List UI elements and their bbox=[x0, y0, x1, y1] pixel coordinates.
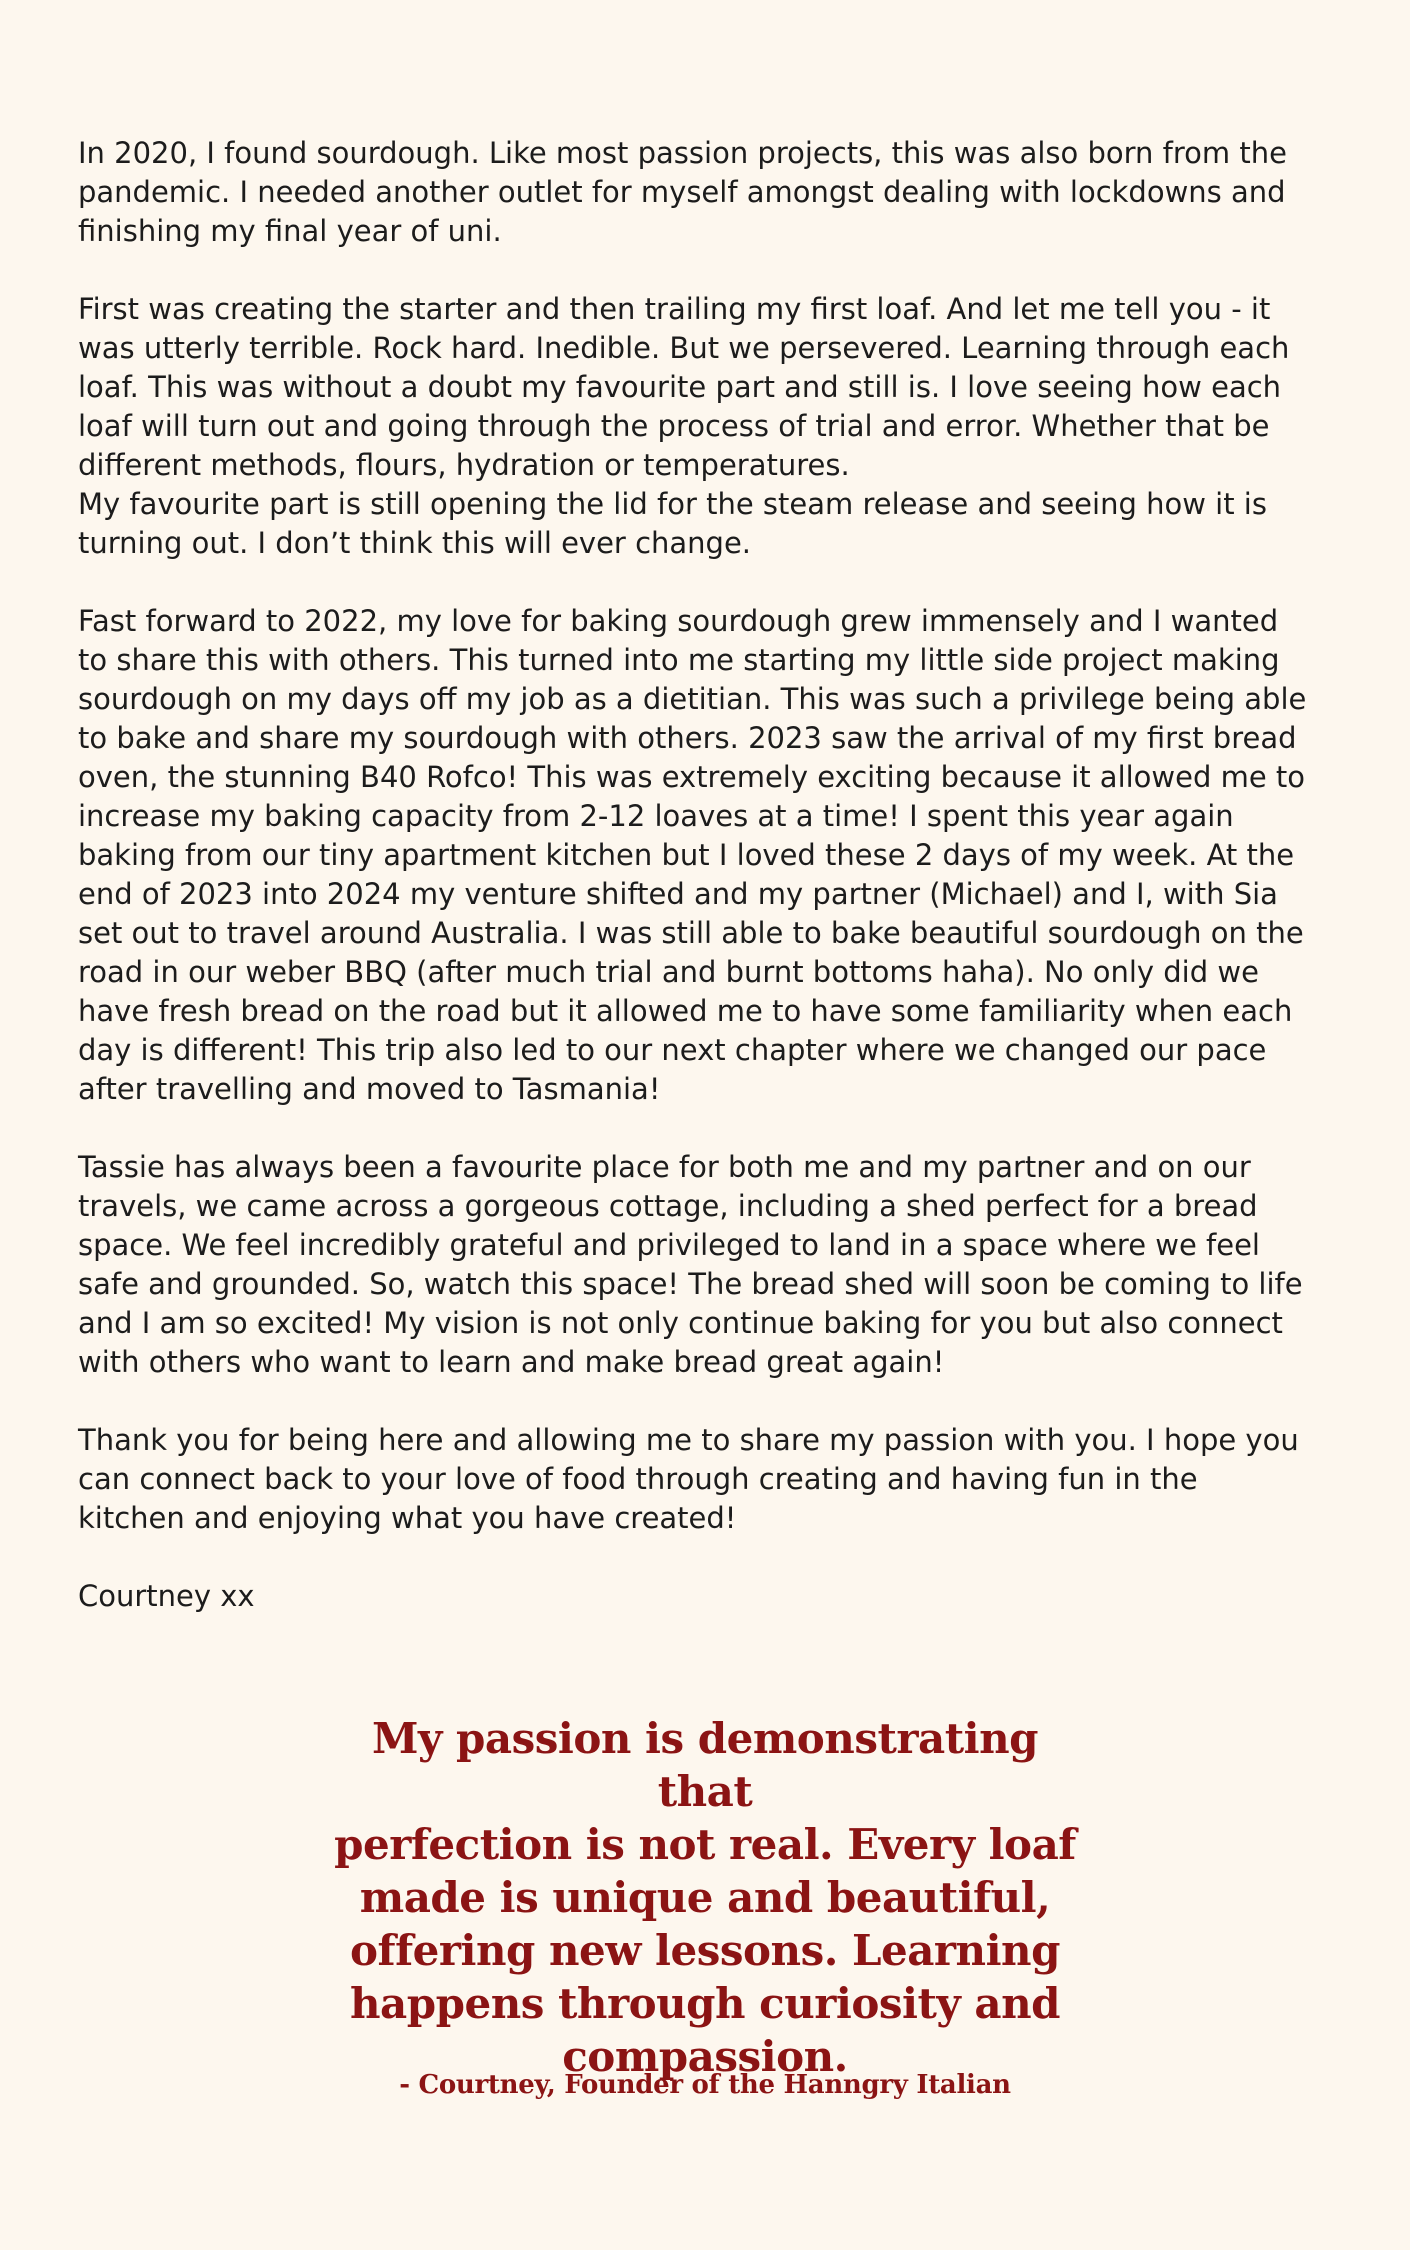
story-paragraph-3: Fast forward to 2022, my love for baking sourdough grew immensely and I wanted to share this with others. This turned into me starting my little side project making sourdough on my days off my job as a dietitian. This was such a privilege being able to bake and share my sourdough with others. 2023 saw the arrival of my first bread oven, the stunning B40 Rofco! This was extremely exciting because it allowed me to increase my baking capacity from 2-12 loaves at a time! I spent this year again baking from our tiny apartment kitchen but I loved these 2 days of my week. At the end of 2023 into 2024 my venture shifted and my partner (Michael) and I, with Sia set out to travel around Australia. I was still able to bake beautiful sourdough on the road in our weber BBQ (after much trial and burnt bottoms haha). No only did we have fresh bread on the road but it allowed me to have some familiarity when each day is different! This trip also led to our next chapter where we changed our pace after travelling and moved to Tasmania! bbox=[78, 604, 1307, 1106]
pull-quote: My passion is demonstrating that perfection is not real. Every loaf made is unique and beautiful, offering new lessons. Learning happens through curiosity and compassion. bbox=[334, 1714, 1076, 2081]
signoff: Courtney xx bbox=[78, 1579, 255, 1613]
quote-attribution: - Courtney, Founder of the Hanngry Italian bbox=[399, 2070, 1011, 2100]
story-paragraph-5: Thank you for being here and allowing me to share my passion with you. I hope you can connect back to your love of food through creating and having fun in the kitchen and enjoying what you have created! bbox=[78, 1423, 1299, 1535]
story-body bbox=[78, 134, 1338, 1616]
story-paragraph-1: In 2020, I found sourdough. Like most passion projects, this was also born from the pandemic. I needed another outlet for myself amongst dealing with lockdowns and finishing my final year of uni. bbox=[78, 136, 1287, 248]
story-paragraph-4: Tassie has always been a favourite place for both me and my partner and on our travels, we came across a gorgeous cottage, including a shed perfect for a bread space. We feel incredibly grateful and privileged to land in a space where we feel safe and grounded. So, watch this space! The bread shed will soon be coming to life and I am so excited! My vision is not only continue baking for you but also connect with others who want to learn and make bread great again! bbox=[78, 1150, 1303, 1379]
story-paragraph-2: First was creating the starter and then trailing my first loaf. And let me tell you - it was utterly terrible. Rock hard. Inedible. But we persevered. Learning through each loaf. This was without a doubt my favourite part and still is. I love seeing how each loaf will turn out and going through the process of trial and error. Whether that be different methods, flours, hydration or temperatures. bbox=[78, 292, 1290, 482]
story-paragraph-2-continued: My favourite part is still opening the lid for the steam release and seeing how it is turning out. I don’t think this will ever change. bbox=[78, 487, 1267, 560]
